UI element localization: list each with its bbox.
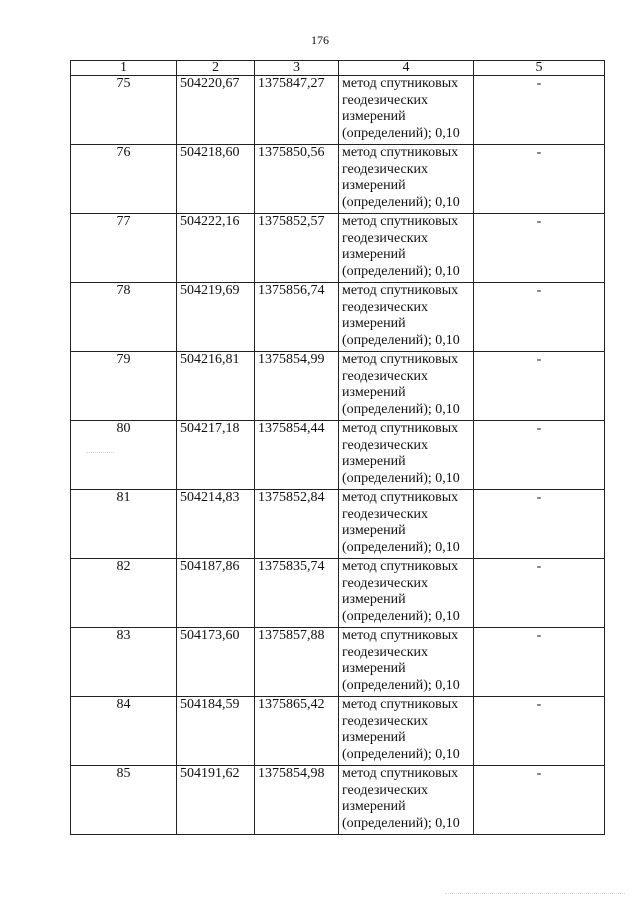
table-row [71,559,605,628]
method-cell: метод спутниковых геодезических измерений (определений); 0,10 [339,214,474,283]
table-row [71,283,605,352]
table-row [71,490,605,559]
x-coordinate-cell: 504222,16 [177,214,255,283]
method-cell: метод спутниковых геодезических измерений (определений); 0,10 [339,490,474,559]
method-cell: метод спутниковых геодезических измерений (определений); 0,10 [339,697,474,766]
point-number-cell: 79 [71,352,177,421]
y-coordinate-cell: 1375854,98 [255,766,339,835]
table-row [71,145,605,214]
method-cell: метод спутниковых геодезических измерений (определений); 0,10 [339,76,474,145]
x-coordinate-cell: 504219,69 [177,283,255,352]
point-number-cell: 84 [71,697,177,766]
table-row [71,352,605,421]
table-header-row [71,61,605,76]
note-cell: - [474,628,605,697]
x-coordinate-cell: 504187,86 [177,559,255,628]
column-header-3: 3 [255,61,339,76]
x-coordinate-cell: 504184,59 [177,697,255,766]
page-number: 176 [311,33,329,47]
y-coordinate-cell: 1375852,84 [255,490,339,559]
point-number-cell: 81 [71,490,177,559]
table-body [71,76,605,835]
point-number-cell: 82 [71,559,177,628]
table-row [71,214,605,283]
table-row [71,76,605,145]
note-cell: - [474,766,605,835]
note-cell: - [474,490,605,559]
point-number-cell: 77 [71,214,177,283]
point-number-cell: 83 [71,628,177,697]
note-cell: - [474,214,605,283]
point-number-cell: 75 [71,76,177,145]
column-header-5: 5 [474,61,605,76]
table-row [71,421,605,490]
method-cell: метод спутниковых геодезических измерений (определений); 0,10 [339,766,474,835]
table-row [71,628,605,697]
y-coordinate-cell: 1375852,57 [255,214,339,283]
x-coordinate-cell: 504218,60 [177,145,255,214]
y-coordinate-cell: 1375850,56 [255,145,339,214]
method-cell: метод спутниковых геодезических измерений (определений); 0,10 [339,421,474,490]
point-number-cell: 78 [71,283,177,352]
x-coordinate-cell: 504217,18 [177,421,255,490]
note-cell: - [474,145,605,214]
method-cell: метод спутниковых геодезических измерений (определений); 0,10 [339,145,474,214]
method-cell: метод спутниковых геодезических измерений (определений); 0,10 [339,352,474,421]
y-coordinate-cell: 1375854,44 [255,421,339,490]
method-cell: метод спутниковых геодезических измерений (определений); 0,10 [339,628,474,697]
note-cell: - [474,559,605,628]
method-cell: метод спутниковых геодезических измерений (определений); 0,10 [339,283,474,352]
column-header-1: 1 [71,61,177,76]
y-coordinate-cell: 1375854,99 [255,352,339,421]
point-number-cell: 85 [71,766,177,835]
table-row [71,697,605,766]
y-coordinate-cell: 1375835,74 [255,559,339,628]
scan-artifact-footer [445,893,625,898]
x-coordinate-cell: 504216,81 [177,352,255,421]
y-coordinate-cell: 1375856,74 [255,283,339,352]
note-cell: - [474,76,605,145]
y-coordinate-cell: 1375857,88 [255,628,339,697]
y-coordinate-cell: 1375847,27 [255,76,339,145]
scan-artifact-mark [86,452,114,455]
x-coordinate-cell: 504220,67 [177,76,255,145]
method-cell: метод спутниковых геодезических измерений (определений); 0,10 [339,559,474,628]
point-number-cell: 80 [71,421,177,490]
column-header-4: 4 [339,61,474,76]
note-cell: - [474,352,605,421]
coordinates-table [70,60,605,835]
table-row [71,766,605,835]
x-coordinate-cell: 504191,62 [177,766,255,835]
point-number-cell: 76 [71,145,177,214]
note-cell: - [474,421,605,490]
note-cell: - [474,697,605,766]
x-coordinate-cell: 504214,83 [177,490,255,559]
y-coordinate-cell: 1375865,42 [255,697,339,766]
column-header-2: 2 [177,61,255,76]
x-coordinate-cell: 504173,60 [177,628,255,697]
note-cell: - [474,283,605,352]
